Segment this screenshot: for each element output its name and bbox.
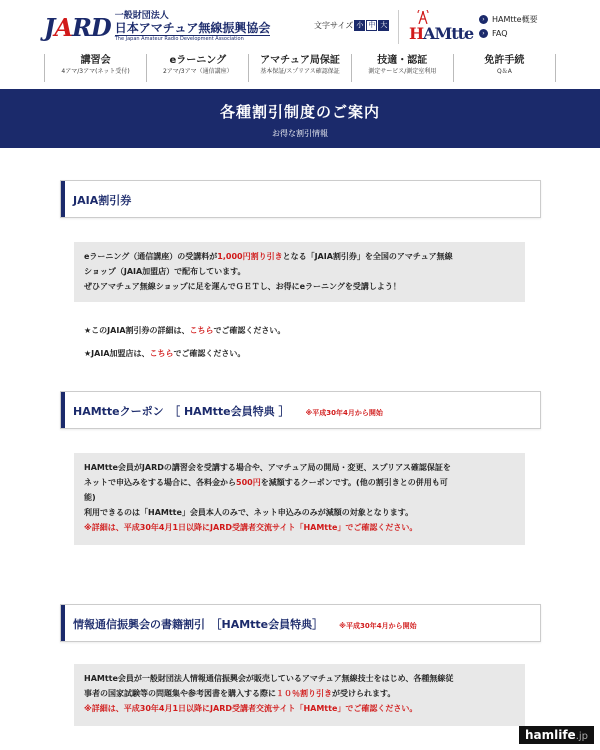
- text: でご確認ください。: [213, 326, 286, 335]
- section-heading-text: 情報通信振興会の書籍割引 ［HAMtte会員特典］: [73, 618, 324, 631]
- font-size-label: 文字サイズ: [314, 21, 354, 30]
- page-subtitle: お得な割引情報: [272, 129, 328, 138]
- coupon-body-line-2: [84, 475, 515, 490]
- nav-sub: 測定サービス/測定室利用: [368, 68, 437, 75]
- faq-link[interactable]: [479, 26, 538, 40]
- nav-item-certification[interactable]: [352, 54, 454, 82]
- start-date-note: ※平成30年4月から開始: [305, 409, 383, 417]
- jaia-body-line-3: ぜひアマチュア無線ショップに足を運んでＧＥＴし、お得にeラーニングを受講しよう！: [84, 282, 401, 291]
- jaia-note-2: [84, 348, 245, 359]
- coupon-body-line-3: 能): [84, 493, 96, 502]
- hamtte-overview-label: HAMtte概要: [492, 14, 538, 24]
- section-heading: JAIA割引券: [73, 194, 132, 207]
- highlight-discount: 1,000円割り引き: [217, 252, 283, 261]
- watermark-tld: .jp: [575, 731, 588, 742]
- section-title-books: [60, 604, 541, 642]
- highlight-discount: 500円: [236, 478, 261, 487]
- coupon-body-line-4: 利用できるのは「HAMtte」会員本人のみで、ネット申込みのみが減額の対象となります。: [84, 508, 414, 517]
- font-size-small-button[interactable]: 小: [356, 21, 364, 29]
- nav-item-elearning[interactable]: [147, 54, 249, 82]
- text: を減額するクーポンです。(他の割引きとの併用も可: [260, 478, 448, 487]
- logo-en-text: The Japan Amateur Radio Development Association: [115, 35, 271, 42]
- font-size-large-button[interactable]: 大: [380, 21, 388, 29]
- text: が受けられます。: [332, 689, 396, 698]
- font-size-switcher: [314, 20, 389, 31]
- logo-small-text: 一般財団法人: [114, 11, 169, 21]
- section-heading: [73, 403, 383, 419]
- hamtte-overview-link[interactable]: [479, 12, 538, 26]
- jard-logo[interactable]: [44, 12, 270, 42]
- nav-sub: 基本保証/スプリアス確認保証: [260, 68, 340, 75]
- watermark-main: hamlife: [524, 728, 576, 742]
- logo-jard-mark: JARD: [44, 12, 111, 42]
- chevron-right-icon: ›: [479, 29, 488, 38]
- nav-title: アマチュア局保証: [260, 55, 340, 66]
- start-date-note: ※平成30年4月から開始: [339, 622, 417, 630]
- text: ★このJAIA割引券の詳細は、: [84, 326, 190, 335]
- logo-main-text: 日本アマチュア無線振興協会: [114, 21, 271, 35]
- section-accent-bar: [61, 181, 65, 217]
- text: ★JAIA加盟店は、: [84, 349, 150, 358]
- site-header: [0, 0, 600, 48]
- top-links: [479, 12, 538, 40]
- books-body-line-1: HAMtte会員が一般財団法人情報通信振興会が販売しているアマチュア無線技士をはじめ、各種無線従: [84, 674, 454, 683]
- jaia-stores-link[interactable]: こちら: [149, 349, 174, 358]
- nav-title: 講習会: [80, 55, 111, 66]
- jaia-body-line-1: [84, 249, 515, 264]
- hamtte-logo-text: HAMtte: [409, 24, 474, 43]
- nav-title: 技適・認証: [377, 55, 428, 66]
- highlight-discount: １０％割り引き: [276, 689, 332, 698]
- page-banner: [0, 89, 600, 148]
- nav-title: 免許手続: [484, 55, 525, 66]
- hamtte-logo[interactable]: [398, 10, 474, 44]
- books-body-line-3: ※詳細は、平成30年4月1日以降にJARD受講者交流サイト「HAMtte」でご確認ください。: [84, 704, 418, 713]
- text: でご確認ください。: [173, 349, 246, 358]
- nav-item-station-guarantee[interactable]: [249, 54, 351, 82]
- nav-item-seminar[interactable]: [45, 54, 147, 82]
- text: となる「JAIA割引券」を全国のアマチュア無線: [282, 252, 453, 261]
- font-size-medium-button[interactable]: 中: [368, 21, 376, 29]
- coupon-info-box: [74, 453, 525, 545]
- nav-sub: Q＆A: [497, 68, 512, 75]
- section-heading: [73, 616, 417, 632]
- nav-sub: 2アマ/3アマ（通信講座）: [162, 68, 233, 75]
- jaia-detail-link[interactable]: こちら: [189, 326, 214, 335]
- coupon-body-line-1: HAMtte会員がJARDの講習会を受講する場合や、アマチュア局の開局・変更、スプリアス確認保証を: [84, 463, 451, 472]
- jaia-body-line-2: ショップ（JAIA加盟店）で配布しています。: [84, 267, 246, 276]
- coupon-body-line-5: ※詳細は、平成30年4月1日以降にJARD受講者交流サイト「HAMtte」でご確認ください。: [84, 523, 418, 532]
- nav-item-license[interactable]: [454, 54, 556, 82]
- section-accent-bar: [61, 392, 65, 428]
- books-body-line-2: [84, 686, 515, 701]
- nav-sub: 4アマ/3アマ(ネット受付): [61, 68, 130, 75]
- section-title-coupon: [60, 391, 541, 429]
- jaia-info-box: [74, 242, 525, 302]
- text: eラーニング（通信講座）の受講料が: [84, 252, 218, 261]
- text: 事者の国家試験等の問題集や参考図書を購入する際に: [84, 689, 276, 698]
- section-accent-bar: [61, 605, 65, 641]
- books-info-box: [74, 664, 525, 726]
- nav-title: eラーニング: [169, 55, 227, 66]
- antenna-tower-icon: [417, 10, 429, 24]
- chevron-right-icon: ›: [479, 15, 488, 24]
- section-heading-text: HAMtteクーポン ［ HAMtte会員特典 ］: [73, 405, 290, 418]
- faq-label: FAQ: [492, 28, 508, 38]
- page-title: 各種割引制度のご案内: [219, 103, 380, 121]
- global-nav: [44, 54, 556, 82]
- hamlife-watermark: [519, 726, 594, 744]
- jaia-note-1: [84, 325, 285, 336]
- section-title-jaia: [60, 180, 541, 218]
- text: ネットで申込みをする場合に、各料金から: [84, 478, 236, 487]
